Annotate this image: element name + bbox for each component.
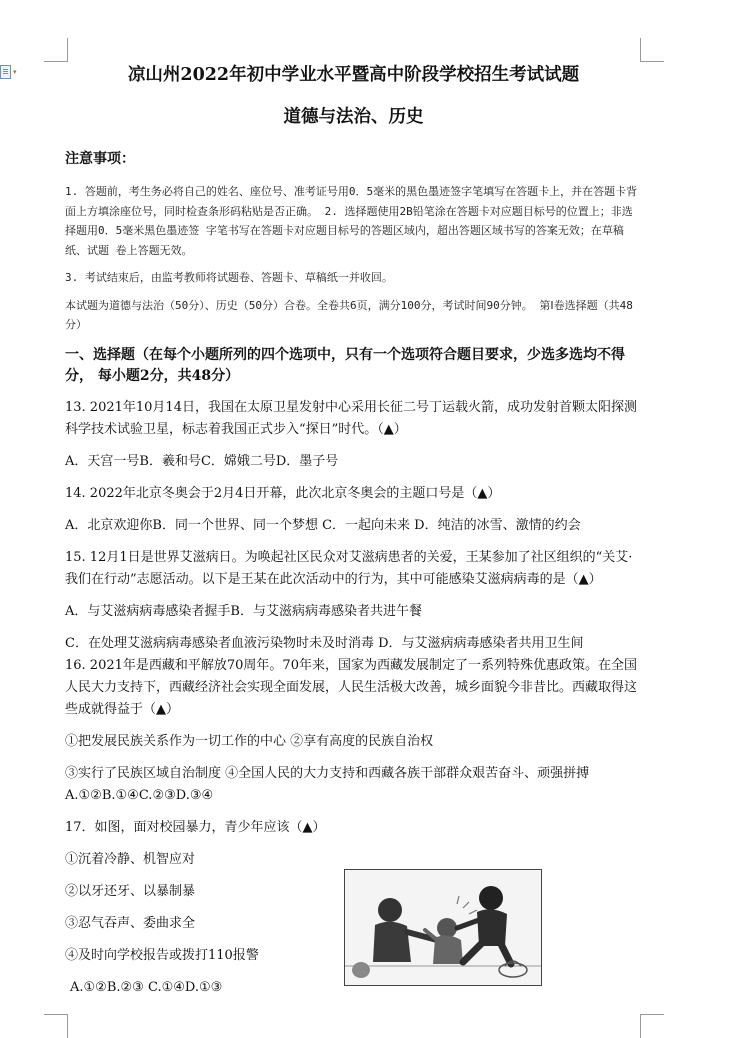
page-glyph xyxy=(0,65,11,79)
question-17-item: ③忍气吞声、委曲求全 xyxy=(65,915,196,931)
exam-title: 凉山州2022年初中学业水平暨高中阶段学校招生考试试题 xyxy=(127,65,580,85)
question-16-item: ③实行了民族区域自治制度 ④全国人民的大力支持和西藏各族干部群众艰苦奋斗、顽强拼搏 xyxy=(65,765,590,781)
question-15-options: A．与艾滋病病毒感染者握手B．与艾滋病病毒感染者共进午餐 xyxy=(65,603,422,619)
question-16-stem: 16. 2021年是西藏和平解放70周年。70年来，国家为西藏发展制定了一系列特殊优惠政策。在全国人民大力支持下，西藏经济社会实现全面发展，人民生活极大改善，城乡面貌今非昔比。西藏取得这些成就得益于（▲） xyxy=(65,657,638,717)
document-body xyxy=(65,60,642,999)
crop-mark-top-left-v xyxy=(67,38,68,62)
question-13-options: A．天宫一号B．羲和号C．嫦娥二号D．墨子号 xyxy=(65,453,339,469)
crop-mark-bottom-left-h xyxy=(44,1014,68,1015)
question-16-options: A.①②B.①④C.②③D.③④ xyxy=(65,787,214,803)
question-17-options: A.①②B.②③ C.①④D.①③ xyxy=(70,979,223,995)
illustration-drawing xyxy=(345,870,541,985)
question-15-options: C．在处理艾滋病病毒感染者血液污染物时未及时消毒 D．与艾滋病病毒感染者共用卫生间 xyxy=(65,635,584,651)
question-16-item: ①把发展民族关系作为一切工作的中心 ②享有高度的民族自治权 xyxy=(65,733,434,749)
notice-heading: 注意事项： xyxy=(65,151,135,167)
section-heading: 一、选择题（在每个小题所列的四个选项中，只有一个选项符合题目要求，少选多选均不得分， 每小题2分，共48分） xyxy=(65,346,625,384)
question-14-stem: 14. 2022年北京冬奥会于2月4日开幕，此次北京冬奥会的主题口号是（▲） xyxy=(65,485,501,501)
notice-paragraph: 1. 答题前，考生务必将自己的姓名、座位号、准考证号用0．5毫米的黑色墨迹签字笔填写在答题卡上，并在答题卡背面上方填涂座位号，同时检查条形码粘贴是否正确。 2. 选择题使用2B铅笔涂在答题卡对应题目标号的位置上；非选择题用0．5毫米黑色墨迹签 字笔书写在答题卡对应题目标号的答题区域内，超出答题区域书写的答案无效；在草稿纸、试题 卷上答题无效。 xyxy=(65,185,638,257)
question-13-stem: 13. 2021年10月14日，我国在太原卫星发射中心采用长征二号丁运载火箭，成功发射首颗太阳探测科学技术试验卫星，标志着我国正式步入“探日”时代。（▲） xyxy=(65,399,637,437)
exam-subtitle: 道德与法治、历史 xyxy=(283,107,424,127)
question-17-stem: 17．如图，面对校园暴力，青少年应该（▲） xyxy=(65,819,326,835)
crop-mark-bottom-right-v xyxy=(640,1014,641,1038)
question-17-item: ②以牙还牙、以暴制暴 xyxy=(65,883,196,899)
question-14-options: A．北京欢迎你B．同一个世界、同一个梦想 C．一起向未来 D．纯洁的冰雪、激情的约会 xyxy=(65,517,581,533)
notice-paragraph: 3. 考试结束后，由监考教师将试题卷、答题卡、草稿纸一并收回。 xyxy=(65,271,393,284)
school-violence-illustration xyxy=(344,869,542,986)
crop-mark-top-right-v xyxy=(640,38,641,62)
question-17-item: ①沉着冷静、机智应对 xyxy=(65,851,196,867)
crop-mark-bottom-right-h xyxy=(640,1014,664,1015)
crop-mark-top-right-h xyxy=(640,61,664,62)
question-15-stem: 15. 12月1日是世界艾滋病日。为唤起社区民众对艾滋病患者的关爱，王某参加了社区组织的“关艾·我们在行动”志愿活动。以下是王某在此次活动中的行为，其中可能感染艾滋病病毒的是（▲） xyxy=(65,549,633,587)
dropdown-arrow-icon: ▾ xyxy=(13,68,17,76)
question-17-item: ④及时向学校报告或拨打110报警 xyxy=(65,947,259,963)
notice-paragraph: 本试题为道德与法治（50分）、历史（50分）合卷。全卷共6页，满分100分，考试时间90分钟。 第Ⅰ卷选择题（共48分） xyxy=(65,298,633,331)
document-icon[interactable] xyxy=(0,64,26,80)
crop-mark-bottom-left-v xyxy=(67,1014,68,1038)
